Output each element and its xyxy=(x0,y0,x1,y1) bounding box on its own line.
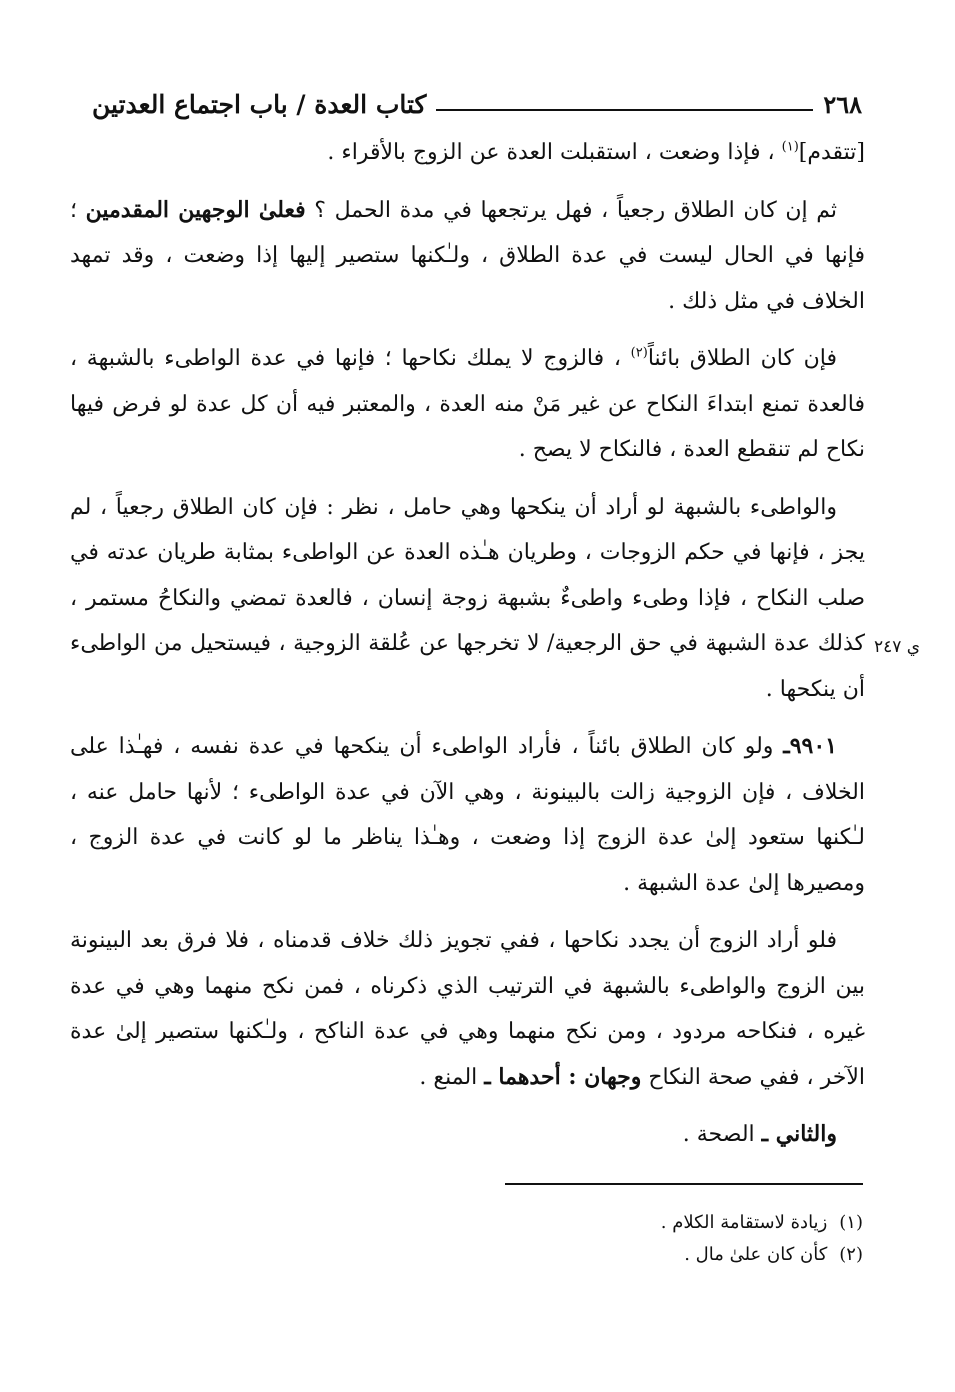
text-run: ولو كان الطلاق بائناً ، فأراد الواطىء أن ينكحها في عدة نفسه ، فهـٰذا على الخلاف ، فإن الزوجية زالت بالبينونة ، وهي الآن في عدة الواطىء ؛ لأنها حامل عنه ، لـٰكنها ستعود إلىٰ عدة الزوج إذا وضعت ، وهـٰذا يناظر ما لو كانت في عدة الزوج ، ومصيرها إلىٰ عدة الشبهة . xyxy=(70,734,865,896)
footnote-ref-2: (٢) xyxy=(630,345,648,361)
footnote-rule xyxy=(505,1183,863,1185)
text-run: [تتقدم] xyxy=(798,140,865,165)
text-run: ثم إن كان الطلاق رجعياً ، فهل يرتجعها في مدة الحمل ؟ xyxy=(305,197,837,223)
text-run: ، فالزوج لا يملك نكاحها ؛ فإنها في عدة الواطىء بالشبهة ، فالعدة تمنع ابتداءَ النكاح عن غير مَنْ منه العدة ، والمعتبر فيه أن كل عدة لو فرض فيها نكاح لم تنقطع العدة ، فالنكاح لا يصح . xyxy=(70,346,865,462)
paragraph-7 xyxy=(70,1112,865,1158)
text-run: الصحة . xyxy=(682,1122,762,1147)
footnote-text: زيادة لاستقامة الكلام . xyxy=(660,1212,828,1233)
bold-phrase: والثاني ـ xyxy=(761,1121,837,1147)
paragraph-4: والواطىء بالشبهة لو أراد أن ينكحها وهي حامل ، نظر : فإن كان الطلاق رجعياً ، لم يجز ، فإنها في حكم الزوجات ، وطريان هـٰذه العدة عن الواطىء بمثابة طريان عدته في صلب النكاح ، فإذا وطىء واطىءٌ بشبهة زوجة إنسان ، فالعدة تمضي والنكاحُ مستمر ، كذلك عدة الشبهة في حق الرجعية/ لا تخرجها عن عُلقة الزوجية ، فيستحيل من الواطىء أن ينكحها . xyxy=(70,494,866,702)
margin-page-ref: ي ٢٤٧ xyxy=(874,637,921,657)
header-rule xyxy=(436,109,813,111)
paragraph-6 xyxy=(70,918,865,1100)
text-run: ، فإذا وضعت ، استقبلت العدة عن الزوج بالأقراء . xyxy=(327,140,782,165)
paragraph-1 xyxy=(70,130,865,176)
paragraph-5 xyxy=(70,724,865,906)
footnotes xyxy=(400,1207,863,1271)
running-title: كتاب العدة / باب اجتماع العدتين xyxy=(92,89,427,119)
footnote-text: كأن كان علىٰ مال . xyxy=(684,1244,828,1265)
main-text xyxy=(70,130,865,1158)
footnote-number: (٢) xyxy=(839,1244,863,1265)
bold-phrase: وجهان : أحدهما ـ xyxy=(484,1063,642,1090)
text-run: فإن كان الطلاق بائناً xyxy=(647,346,837,371)
text-run: المنع . xyxy=(419,1064,485,1090)
bold-phrase: فعلىٰ الوجهين المقدمين xyxy=(85,196,306,223)
text-run: ؛ فإنها في الحال ليست في عدة الطلاق ، ولـٰكنها ستصير إليها إذا وضعت ، وقد تمهد الخلاف في مثل ذلك . xyxy=(70,197,865,314)
footnote-number: (١) xyxy=(839,1212,863,1233)
paragraph-2 xyxy=(70,188,865,325)
section-number: ٩٩٠١ـ xyxy=(783,733,837,759)
footnote-1 xyxy=(400,1207,863,1239)
page-number: ٢٦٨ xyxy=(823,89,862,119)
footnote-ref-1: (١) xyxy=(781,139,799,155)
running-header xyxy=(92,84,862,124)
footnote-2 xyxy=(400,1239,863,1271)
paragraph-3 xyxy=(70,336,865,473)
text-run: فلو أراد الزوج أن يجدد نكاحها ، ففي تجويز ذلك خلاف قدمناه ، فلا فرق بعد البينونة بين الزوج والواطىء بالشبهة في الترتيب الذي ذكرناه ، فمن نكح منهما وهي في عدة غيره ، فنكاحه مردود ، ومن نكح منهما وهي في عدة الناكح ، ولـٰكنها ستصير إلىٰ عدة الآخر ، ففي صحة النكاح xyxy=(70,928,865,1090)
